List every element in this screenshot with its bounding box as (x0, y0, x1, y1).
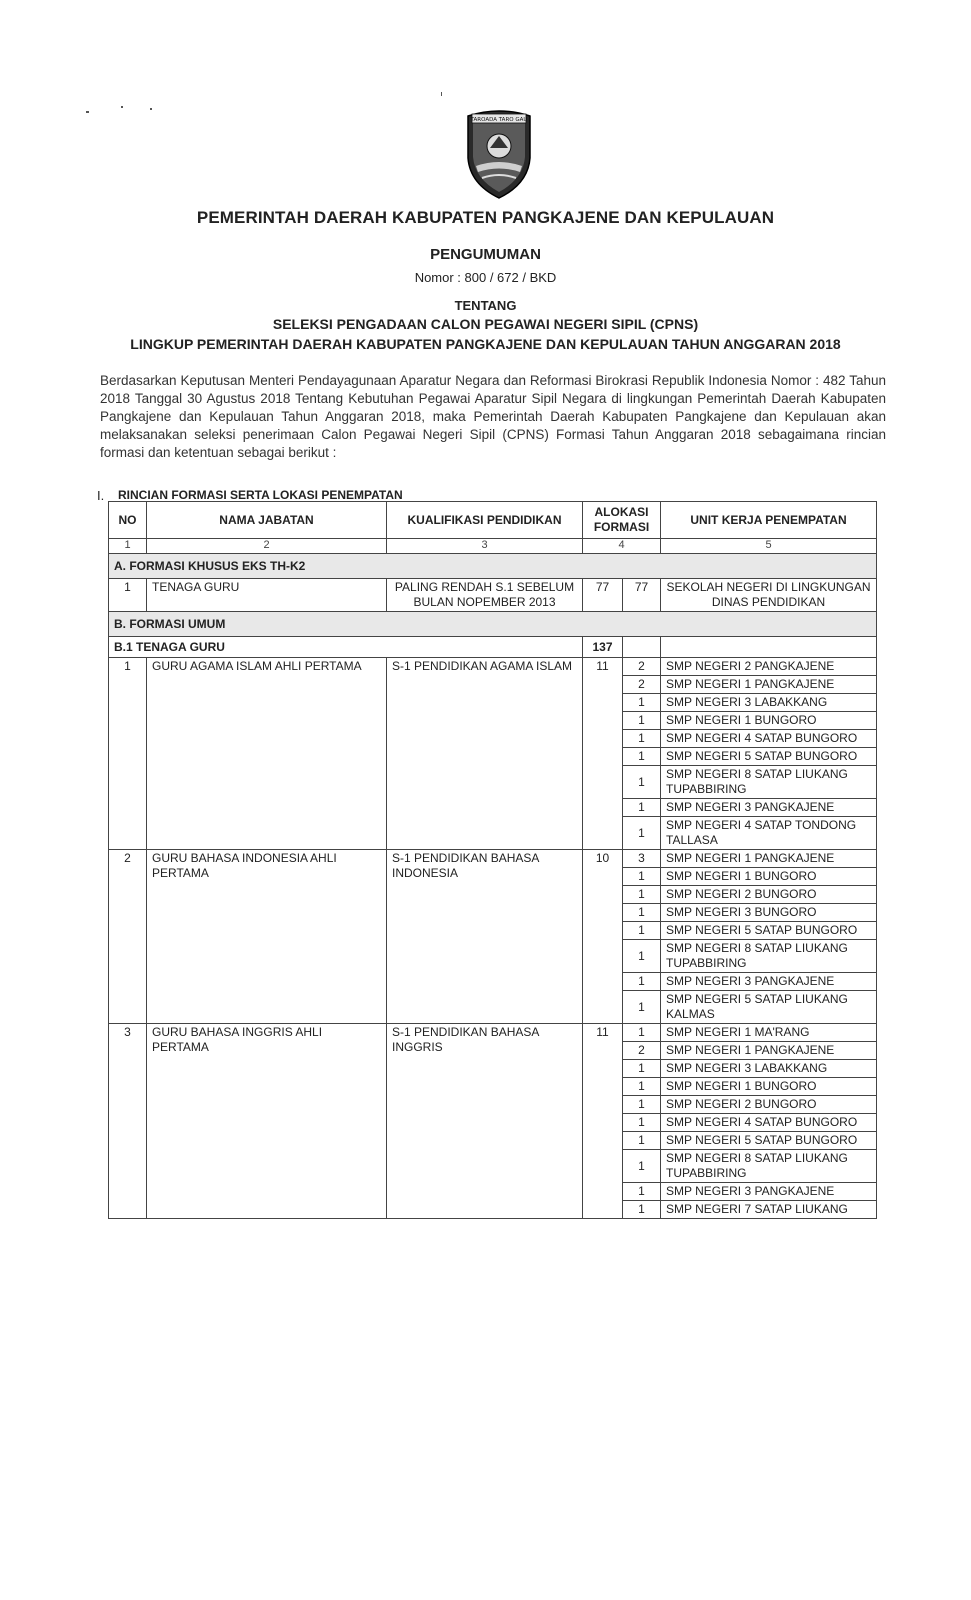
placement-unit: SMP NEGERI 1 PANGKAJENE (661, 1042, 877, 1060)
placement-count: 2 (623, 1042, 661, 1060)
row-total: 10 (583, 850, 623, 1024)
scan-speck (441, 92, 442, 96)
placement-count: 1 (623, 904, 661, 922)
table-row (109, 579, 877, 612)
placement-unit: SMP NEGERI 3 PANGKAJENE (661, 1183, 877, 1201)
scan-speck (150, 108, 152, 110)
table-row (109, 850, 877, 868)
scan-speck (121, 106, 123, 108)
placement-unit: SMP NEGERI 1 BUNGORO (661, 1078, 877, 1096)
section-number: I. (97, 488, 105, 503)
placement-count: 1 (623, 817, 661, 850)
placement-count: 2 (623, 676, 661, 694)
placement-count: 1 (623, 730, 661, 748)
placement-count: 1 (623, 1024, 661, 1042)
placement-count: 1 (623, 886, 661, 904)
table-row (109, 658, 877, 676)
placement-count: 1 (623, 1201, 661, 1219)
placement-unit: SMP NEGERI 5 SATAP BUNGORO (661, 748, 877, 766)
emblem-motto: TAROADA TARO GAU (470, 117, 528, 123)
col-number: 5 (661, 539, 877, 554)
row-jabatan: TENAGA GURU (147, 579, 387, 612)
placement-count: 1 (623, 748, 661, 766)
placement-unit: SMP NEGERI 2 PANGKAJENE (661, 658, 877, 676)
announcement-title: PENGUMUMAN (430, 246, 541, 263)
placement-count: 1 (623, 1132, 661, 1150)
placement-count: 1 (623, 799, 661, 817)
placement-count: 1 (623, 1114, 661, 1132)
row-no: 2 (109, 850, 147, 1024)
row-total: 11 (583, 658, 623, 850)
row-no: 1 (109, 658, 147, 850)
placement-unit: SMP NEGERI 3 PANGKAJENE (661, 973, 877, 991)
group-a-label: A. FORMASI KHUSUS EKS TH-K2 (109, 554, 877, 579)
row-unit: SEKOLAH NEGERI DI LINGKUNGAN DINAS PENDIDIKAN (661, 579, 877, 612)
placement-count: 1 (623, 1078, 661, 1096)
placement-unit: SMP NEGERI 1 BUNGORO (661, 712, 877, 730)
placement-count: 1 (623, 991, 661, 1024)
placement-unit: SMP NEGERI 8 SATAP LIUKANG TUPABBIRING (661, 766, 877, 799)
placement-unit: SMP NEGERI 4 SATAP BUNGORO (661, 1114, 877, 1132)
document-number: Nomor : 800 / 672 / BKD (414, 270, 557, 285)
government-title: PEMERINTAH DAERAH KABUPATEN PANGKAJENE DAN KEPULAUAN (196, 208, 775, 227)
sub-b1-total: 137 (583, 637, 623, 658)
placement-unit: SMP NEGERI 5 SATAP BUNGORO (661, 1132, 877, 1150)
placement-count: 1 (623, 712, 661, 730)
placement-count: 3 (623, 850, 661, 868)
row-kualifikasi: S-1 PENDIDIKAN BAHASA INDONESIA (387, 850, 583, 1024)
col-number: 4 (583, 539, 661, 554)
placement-unit: SMP NEGERI 4 SATAP BUNGORO (661, 730, 877, 748)
row-kualifikasi: PALING RENDAH S.1 SEBELUM BULAN NOPEMBER 2013 (387, 579, 583, 612)
placement-unit: SMP NEGERI 1 BUNGORO (661, 868, 877, 886)
placement-unit: SMP NEGERI 2 BUNGORO (661, 1096, 877, 1114)
placement-unit: SMP NEGERI 8 SATAP LIUKANG TUPABBIRING (661, 940, 877, 973)
placement-count: 2 (623, 658, 661, 676)
placement-unit: SMP NEGERI 3 PANGKAJENE (661, 799, 877, 817)
col-number: 1 (109, 539, 147, 554)
placement-count: 1 (623, 1096, 661, 1114)
header-jabatan: NAMA JABATAN (147, 502, 387, 539)
row-jabatan: GURU BAHASA INDONESIA AHLI PERTAMA (147, 850, 387, 1024)
placement-unit: SMP NEGERI 4 SATAP TONDONG TALLASA (661, 817, 877, 850)
placement-count: 1 (623, 694, 661, 712)
placement-count: 1 (623, 973, 661, 991)
group-b-label: B. FORMASI UMUM (109, 612, 877, 637)
placement-unit: SMP NEGERI 1 PANGKAJENE (661, 850, 877, 868)
group-a-row (109, 554, 877, 579)
placement-count: 1 (623, 922, 661, 940)
col-number: 3 (387, 539, 583, 554)
header-alokasi: ALOKASI FORMASI (583, 502, 661, 539)
header-unit: UNIT KERJA PENEMPATAN (661, 502, 877, 539)
row-jabatan: GURU BAHASA INGGRIS AHLI PERTAMA (147, 1024, 387, 1219)
row-total: 77 (583, 579, 623, 612)
placement-count: 1 (623, 1183, 661, 1201)
placement-unit: SMP NEGERI 5 SATAP BUNGORO (661, 922, 877, 940)
row-no: 3 (109, 1024, 147, 1219)
formation-table (108, 501, 877, 1219)
placement-count: 1 (623, 868, 661, 886)
row-kualifikasi: S-1 PENDIDIKAN BAHASA INGGRIS (387, 1024, 583, 1219)
row-kualifikasi: S-1 PENDIDIKAN AGAMA ISLAM (387, 658, 583, 850)
header-no: NO (109, 502, 147, 539)
about-heading: TENTANG (454, 298, 517, 313)
placement-count: 1 (623, 1060, 661, 1078)
placement-count: 1 (623, 766, 661, 799)
row-jabatan: GURU AGAMA ISLAM AHLI PERTAMA (147, 658, 387, 850)
section-title: RINCIAN FORMASI SERTA LOKASI PENEMPATAN (118, 488, 403, 502)
intro-paragraph: Berdasarkan Keputusan Menteri Pendayagunaan Aparatur Negara dan Reformasi Birokrasi Republik Indonesia Nomor : 482 Tahun 2018 Tanggal 30 Agustus 2018 Tentang Kebutuhan Pegawai Aparatur Sipil Negara di lingkungan Pemerintah Daerah Kabupaten Pangkajene dan Kepulauan Tahun Anggaran 2018, maka Pemerintah Daerah Kabupaten Pangkajene dan Kepulauan akan melaksanakan seleksi penerimaan Calon Pegawai Negeri Sipil (CPNS) Formasi Tahun Anggaran 2018 sebagaimana rincian formasi dan ketentuan sebagai berikut : (100, 373, 886, 460)
regency-emblem-logo (462, 108, 536, 200)
placement-unit: SMP NEGERI 2 BUNGORO (661, 886, 877, 904)
group-b-row (109, 612, 877, 637)
column-number-row (109, 539, 877, 554)
subject-line-1: SELEKSI PENGADAAN CALON PEGAWAI NEGERI SIPIL (CPNS) (272, 316, 699, 332)
placement-unit: SMP NEGERI 5 SATAP LIUKANG KALMAS (661, 991, 877, 1024)
col-number: 2 (147, 539, 387, 554)
placement-unit: SMP NEGERI 1 MA'RANG (661, 1024, 877, 1042)
placement-count: 1 (623, 1150, 661, 1183)
empty-cell (661, 637, 877, 658)
placement-unit: SMP NEGERI 3 BUNGORO (661, 904, 877, 922)
table-row (109, 1024, 877, 1042)
scan-speck (86, 111, 89, 113)
row-no: 1 (109, 579, 147, 612)
row-total: 11 (583, 1024, 623, 1219)
placement-count: 1 (623, 940, 661, 973)
placement-unit: SMP NEGERI 8 SATAP LIUKANG TUPABBIRING (661, 1150, 877, 1183)
table-header-row (109, 502, 877, 539)
placement-unit: SMP NEGERI 3 LABAKKANG (661, 694, 877, 712)
header-kualifikasi: KUALIFIKASI PENDIDIKAN (387, 502, 583, 539)
empty-cell (623, 637, 661, 658)
sub-b1-label: B.1 TENAGA GURU (109, 637, 583, 658)
row-alloc: 77 (623, 579, 661, 612)
placement-unit: SMP NEGERI 1 PANGKAJENE (661, 676, 877, 694)
sub-b1-row (109, 637, 877, 658)
placement-unit: SMP NEGERI 3 LABAKKANG (661, 1060, 877, 1078)
placement-unit: SMP NEGERI 7 SATAP LIUKANG (661, 1201, 877, 1219)
subject-line-2: LINGKUP PEMERINTAH DAERAH KABUPATEN PANGKAJENE DAN KEPULAUAN TAHUN ANGGARAN 2018 (130, 336, 841, 352)
